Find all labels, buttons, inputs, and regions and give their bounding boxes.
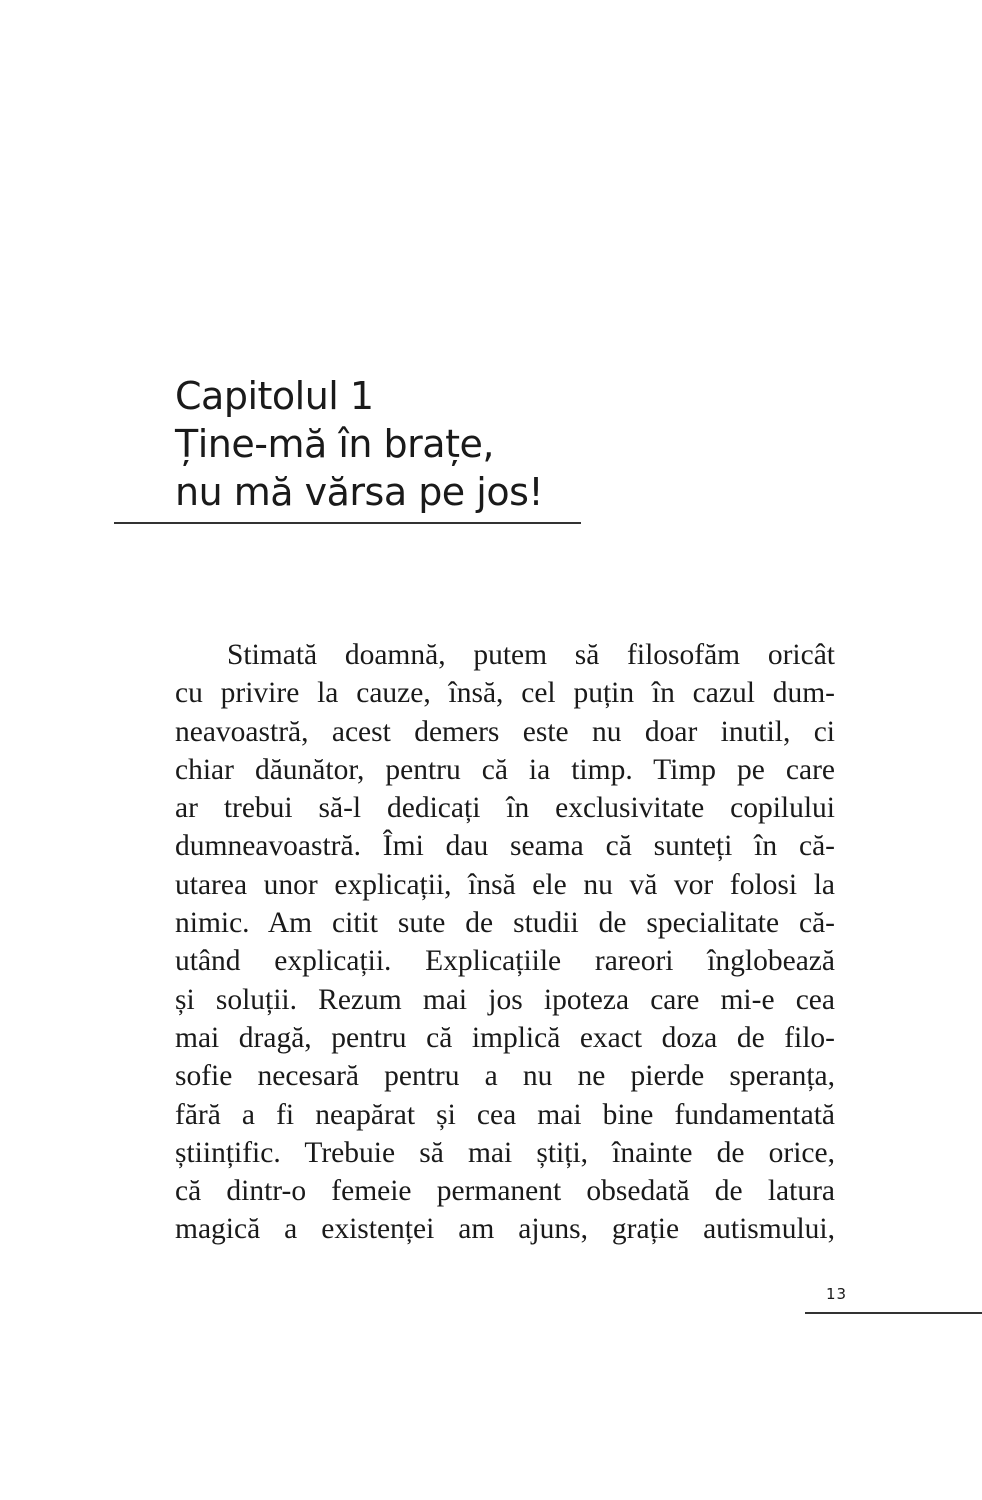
chapter-label: Capitolul 1 [175, 374, 374, 418]
chapter-heading [175, 372, 595, 516]
text-line: magică a existenței am ajuns, grație autismului, [175, 1213, 835, 1246]
chapter-title-line-1: Ține-mă în brațe, [175, 422, 494, 466]
text-line: fără a fi neapărat și cea mai bine fundamentată [175, 1098, 835, 1131]
text-line: utând explicații. Explicațiile rareori înglobează [175, 945, 835, 978]
text-line: Stimată doamnă, putem să filosofăm oricât [227, 639, 835, 671]
footer-divider [805, 1312, 982, 1314]
title-divider [114, 522, 581, 524]
body-paragraph [175, 636, 835, 1249]
text-line: sofie necesară pentru a nu ne pierde speranța, [175, 1060, 835, 1093]
text-line: mai dragă, pentru că implică exact doza de filo- [175, 1021, 835, 1054]
text-line: chiar dăunător, pentru că ia timp. Timp pe care [175, 753, 835, 786]
text-line: dumneavoastră. Îmi dau seama că sunteți în că- [175, 830, 835, 863]
text-line: că dintr-o femeie permanent obsedată de latura [175, 1175, 835, 1208]
text-line: utarea unor explicații, însă ele nu vă vor folosi la [175, 868, 835, 901]
text-line: nimic. Am citit sute de studii de specialitate că- [175, 907, 835, 940]
text-line: și soluții. Rezum mai jos ipoteza care mi-e cea [175, 983, 835, 1016]
chapter-title-line-2: nu mă vărsa pe jos! [175, 470, 544, 514]
text-line: ar trebui să-l dedicați în exclusivitate copilului [175, 792, 835, 825]
text-line: neavoastră, acest demers este nu doar inutil, ci [175, 715, 835, 748]
text-line: cu privire la cauze, însă, cel puțin în cazul dum- [175, 677, 835, 710]
text-line: științific. Trebuie să mai știți, înainte de orice, [175, 1136, 835, 1169]
page-number: 13 [826, 1285, 848, 1303]
